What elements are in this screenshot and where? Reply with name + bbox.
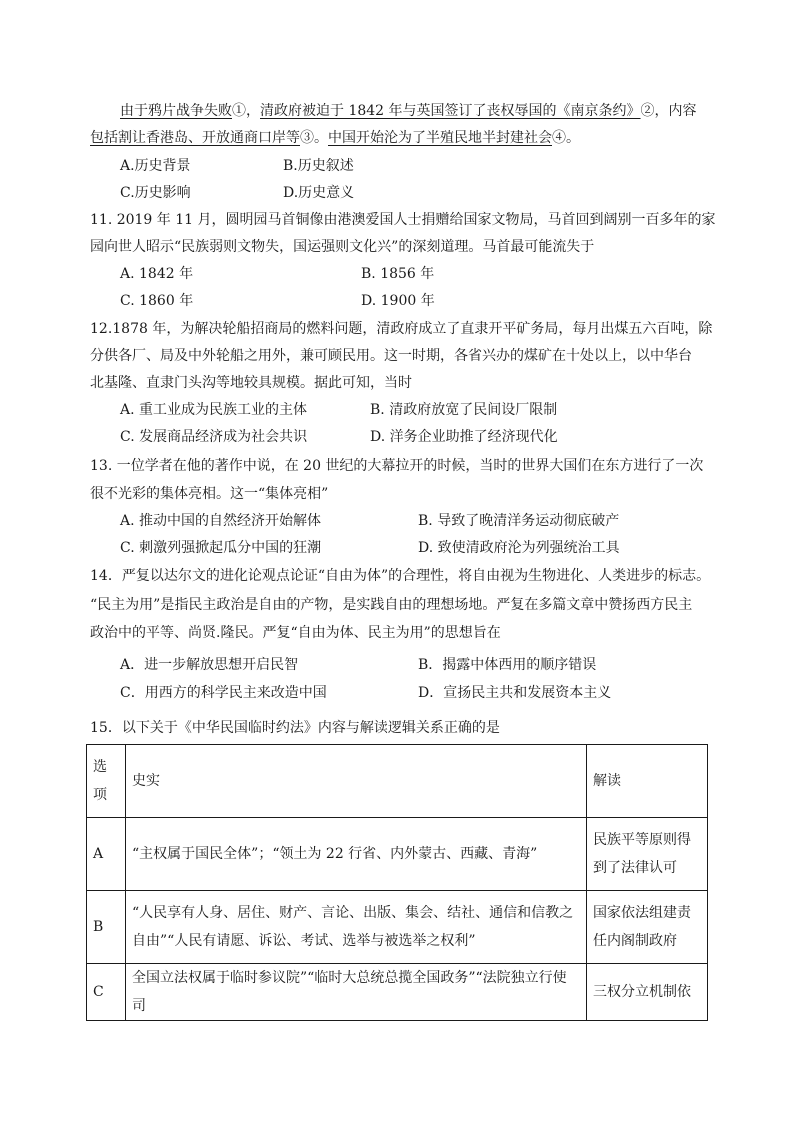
q15-table [86,744,708,1021]
q10-paragraph-line-1 [120,101,697,121]
header-option-cell [87,745,126,818]
q13-option-c: C. 刺激列强掀起瓜分中国的狂潮 [120,540,322,556]
q10-segment-3: 包括割让香港岛、开放通商口岸等 [90,130,300,146]
table-row [87,818,708,891]
q12-stem-line-2: 分供各厂、局及中外轮船之用外，兼可顾民用。这一时期，各省兴办的煤矿在十处以上，以中华台 [90,348,692,364]
table-header-row [87,745,708,818]
q10-marker-2: ②，内容 [640,103,697,119]
q13-stem-line-1: 13. 一位学者在他的著作中说，在 20 世纪的大幕拉开的时候，当时的世界大国们在东方进行了一次 [90,458,704,474]
q12-option-d: D. 洋务企业助推了经济现代化 [370,429,558,445]
q11-option-a: A. 1842 年 [120,266,194,282]
reading-cell [587,964,708,1021]
q12-option-a: A. 重工业成为民族工业的主体 [120,402,308,418]
q11-stem-line-2: 园向世人昭示“民族弱则文物失，国运强则文化兴”的深刻道理。马首最可能流失于 [90,239,595,255]
reading-cell [587,891,708,964]
q13-stem-line-2: 很不光彩的集体亮相。这一“集体亮相” [90,486,329,502]
q10-option-b: B.历史叙述 [283,158,354,174]
q13-option-d: D. 致使清政府沦为列强统治工具 [418,540,620,556]
q10-comma: ， [246,103,260,119]
fact-line: “主权属于国民全体”；“领土为 22 行省、内外蒙古、西藏、青海” [132,846,538,862]
q14-option-d: D．宣扬民主共和发展资本主义 [418,685,612,701]
q10-option-d: D.历史意义 [283,185,355,201]
q13-option-b: B. 导致了晚清洋务运动彻底破产 [418,513,620,529]
q13-option-a: A. 推动中国的自然经济开始解体 [120,513,322,529]
q10-segment-1: 由于鸦片战争失败 [120,103,232,119]
option-cell: B [87,891,126,964]
q11-option-b: B. 1856 年 [361,266,435,282]
reading-cell [587,818,708,891]
header-fact-cell: 史实 [126,745,587,818]
q10-marker-1: ① [232,103,246,119]
q10-segment-4: 中国开始沦为了半殖民地半封建社会 [328,130,552,146]
q12-stem-line-3: 北基隆、直隶门头沟等地较具规模。据此可知，当时 [90,375,412,391]
header-option-label-1: 选 [93,759,107,775]
reading-line: 任内阁制政府 [593,933,677,949]
fact-line: “人民享有人身、居住、财产、言论、出版、集会、结社、通信和信教之 [132,905,574,921]
q10-marker-3: ③。 [300,130,328,146]
q10-option-a: A.历史背景 [120,158,191,174]
q12-option-c: C. 发展商品经济成为社会共识 [120,429,308,445]
fact-cell [126,891,587,964]
q12-option-b: B. 清政府放宽了民间设厂限制 [370,402,558,418]
q14-stem-line-2: “民主为用”是指民主政治是自由的产物，是实践自由的理想场地。严复在多篇文章中赞扬西方民主 [90,597,693,613]
table-row [87,891,708,964]
q12-stem-line-1: 12.1878 年，为解决轮船招商局的燃料问题，清政府成立了直隶开平矿务局，每月出煤五六百吨，除 [90,321,713,337]
fact-cell [126,818,587,891]
reading-line: 民族平等原则得 [593,832,691,848]
q10-option-c: C.历史影响 [120,185,191,201]
q14-stem-line-3: 政治中的平等、尚贤.隆民。严复“自由为体、民主为用”的思想旨在 [90,625,501,641]
reading-line: 到了法律认可 [593,860,677,876]
fact-line: 自由”“人民有请愿、诉讼、考试、选举与被选举之权利” [132,933,476,949]
q10-segment-2: 清政府被迫于 1842 年与英国签订了丧权辱国的《南京条约》 [260,103,641,119]
q11-option-d: D. 1900 年 [361,293,435,309]
q14-stem-line-1: 14．严复以达尔文的进化论观点论证“自由为体”的合理性，将自由视为生物进化、人类进步的标志。 [90,568,711,584]
option-cell: A [87,818,126,891]
q11-option-c: C. 1860 年 [120,293,194,309]
q10-paragraph-line-2 [90,128,580,148]
header-reading-cell: 解读 [587,745,708,818]
table-row [87,964,708,1021]
header-option-label-2: 项 [93,787,107,803]
q15-stem: 15．以下关于《中华民国临时约法》内容与解读逻辑关系正确的是 [90,720,500,736]
fact-line: 全国立法权属于临时参议院”“临时大总统总揽全国政务”“法院独立行使司 [132,970,567,1014]
q14-option-a: A．进一步解放思想开启民智 [120,657,299,673]
q11-stem-line-1: 11. 2019 年 11 月，圆明园马首铜像由港澳爱国人士捐赠给国家文物局，马首回到阔别一百多年的家 [90,212,716,228]
q10-marker-4: ④。 [552,130,580,146]
q14-option-c: C．用西方的科学民主来改造中国 [120,685,327,701]
fact-cell [126,964,587,1021]
option-cell: C [87,964,126,1021]
reading-line: 国家依法组建责 [593,905,691,921]
q14-option-b: B．揭露中体西用的顺序错误 [418,657,597,673]
reading-line: 三权分立机制依 [593,984,691,1000]
